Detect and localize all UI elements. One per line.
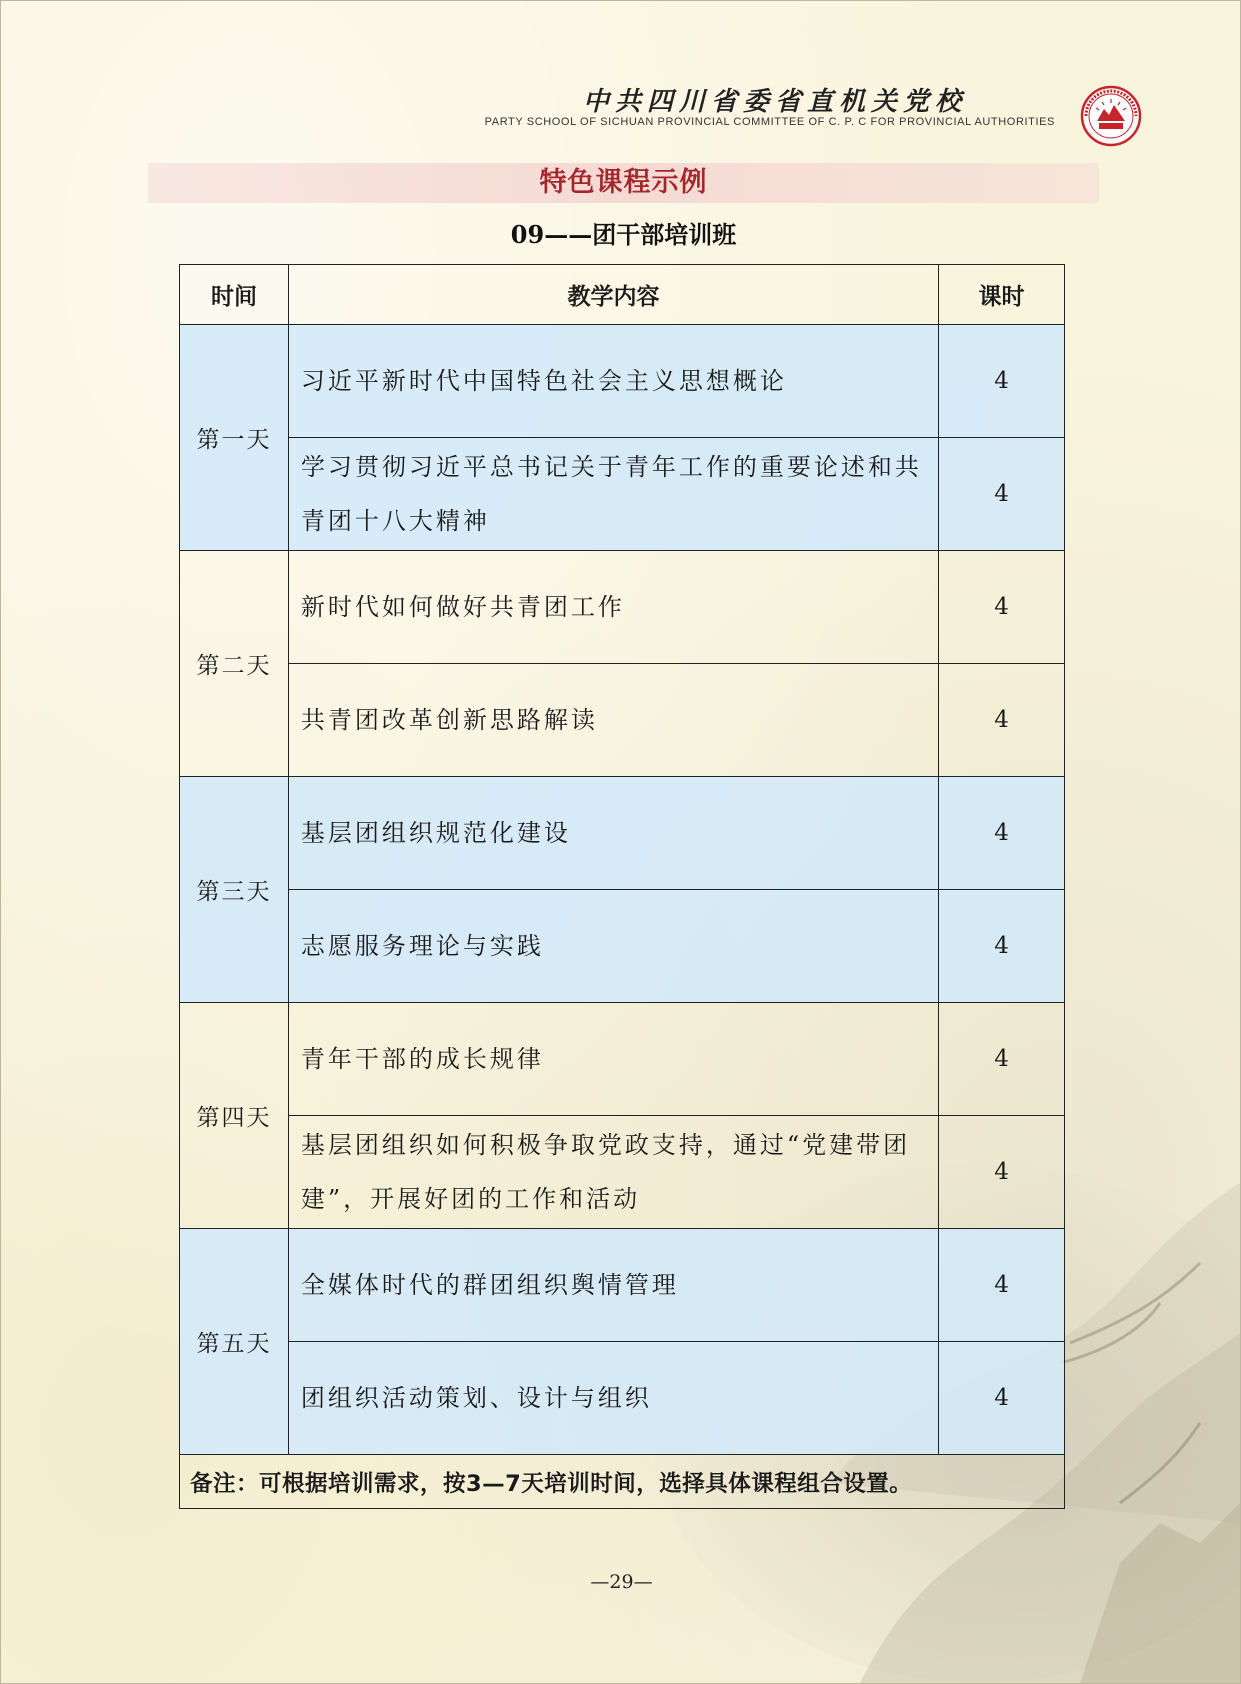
- course-content: 团组织活动策划、设计与组织: [288, 1342, 938, 1455]
- page-number: —29—: [590, 1571, 653, 1593]
- party-school-logo-icon: [1080, 85, 1142, 147]
- day-label: 第四天: [180, 1003, 289, 1229]
- page-title: 特色课程示例: [539, 167, 708, 198]
- course-content: 基层团组织如何积极争取党政支持，通过“党建带团建”，开展好团的工作和活动: [288, 1116, 938, 1229]
- table-row: [180, 1229, 1065, 1342]
- table-row: [180, 438, 1065, 551]
- course-hours: 4: [939, 438, 1065, 551]
- course-hours: 4: [939, 325, 1065, 438]
- course-content: 全媒体时代的群团组织舆情管理: [288, 1229, 938, 1342]
- table-header-row: [180, 265, 1065, 325]
- course-content: 学习贯彻习近平总书记关于青年工作的重要论述和共青团十八大精神: [288, 438, 938, 551]
- table-row: [180, 777, 1065, 890]
- course-content: 新时代如何做好共青团工作: [288, 551, 938, 664]
- course-subtitle: 09——团干部培训班: [510, 220, 737, 249]
- course-hours: 4: [939, 1342, 1065, 1455]
- course-hours: 4: [939, 1116, 1065, 1229]
- header-time: 时间: [180, 265, 289, 325]
- table-row: [180, 664, 1065, 777]
- table-row: [180, 1003, 1065, 1116]
- table-row: [180, 551, 1065, 664]
- course-content: 习近平新时代中国特色社会主义思想概论: [288, 325, 938, 438]
- course-hours: 4: [939, 664, 1065, 777]
- table-note: 备注：可根据培训需求，按3—7天培训时间，选择具体课程组合设置。: [180, 1455, 1065, 1509]
- table-row: [180, 325, 1065, 438]
- day-label: 第三天: [180, 777, 289, 1003]
- course-hours: 4: [939, 1229, 1065, 1342]
- table-row: [180, 1342, 1065, 1455]
- table-note-row: [180, 1455, 1065, 1509]
- day-label: 第五天: [180, 1229, 289, 1455]
- header-hours: 课时: [939, 265, 1065, 325]
- course-content: 共青团改革创新思路解读: [288, 664, 938, 777]
- table-row: [180, 1116, 1065, 1229]
- course-hours: 4: [939, 777, 1065, 890]
- day-label: 第一天: [180, 325, 289, 551]
- institution-name-cn: 中共四川省委省直机关党校: [582, 87, 967, 117]
- table-row: [180, 890, 1065, 1003]
- day-label: 第二天: [180, 551, 289, 777]
- header-content: 教学内容: [288, 265, 938, 325]
- course-hours: 4: [939, 551, 1065, 664]
- institution-name-en: PARTY SCHOOL OF SICHUAN PROVINCIAL COMMITTEE OF C. P. C FOR PROVINCIAL AUTHORITIES: [484, 116, 1055, 128]
- course-content: 青年干部的成长规律: [288, 1003, 938, 1116]
- course-content: 志愿服务理论与实践: [288, 890, 938, 1003]
- course-hours: 4: [939, 1003, 1065, 1116]
- course-schedule-table: [179, 264, 1065, 1509]
- course-content: 基层团组织规范化建设: [288, 777, 938, 890]
- course-hours: 4: [939, 890, 1065, 1003]
